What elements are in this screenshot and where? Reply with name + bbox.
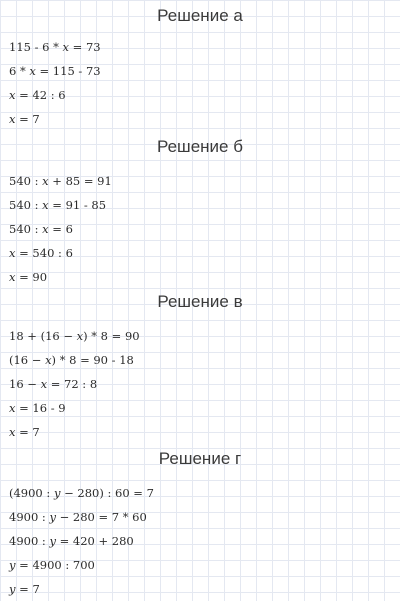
solution-step: 540 : 𝑥 = 91 - 85	[9, 198, 107, 212]
solution-section-a	[0, 4, 400, 131]
solution-step: (16 − 𝑥) * 8 = 90 - 18	[9, 353, 134, 367]
solution-step: 6 * 𝑥 = 115 - 73	[9, 64, 101, 78]
solution-step: 4900 : 𝑦 − 280 = 7 * 60	[9, 510, 147, 524]
solution-steps	[0, 481, 400, 601]
solution-step: 18 + (16 − 𝑥) * 8 = 90	[9, 329, 140, 343]
solution-steps	[0, 35, 400, 131]
solution-step: 𝑥 = 90	[9, 270, 48, 284]
solution-step: 540 : 𝑥 + 85 = 91	[9, 174, 112, 188]
solution-step: 𝑥 = 16 - 9	[9, 401, 66, 415]
section-title: Решение в	[157, 292, 243, 311]
section-title: Решение б	[157, 137, 243, 156]
section-title: Решение г	[158, 449, 242, 468]
solution-step: 𝑥 = 7	[9, 112, 40, 126]
solution-step: 𝑥 = 540 : 6	[9, 246, 73, 260]
solution-section-b	[0, 135, 400, 289]
solution-step: 𝑦 = 4900 : 700	[9, 558, 95, 572]
solution-step: (4900 : 𝑦 − 280) : 60 = 7	[9, 486, 154, 500]
solution-steps	[0, 324, 400, 444]
solution-step: 115 - 6 * 𝑥 = 73	[9, 40, 101, 54]
solution-steps	[0, 169, 400, 289]
solution-step: 540 : 𝑥 = 6	[9, 222, 73, 236]
solution-step: 𝑥 = 42 : 6	[9, 88, 66, 102]
solution-step: 16 − 𝑥 = 72 : 8	[9, 377, 98, 391]
solution-step: 𝑥 = 7	[9, 425, 40, 439]
solution-section-v	[0, 290, 400, 444]
solution-section-g	[0, 447, 400, 601]
solution-step: 4900 : 𝑦 = 420 + 280	[9, 534, 134, 548]
solution-step: 𝑦 = 7	[9, 582, 40, 596]
section-title: Решение а	[157, 6, 243, 25]
